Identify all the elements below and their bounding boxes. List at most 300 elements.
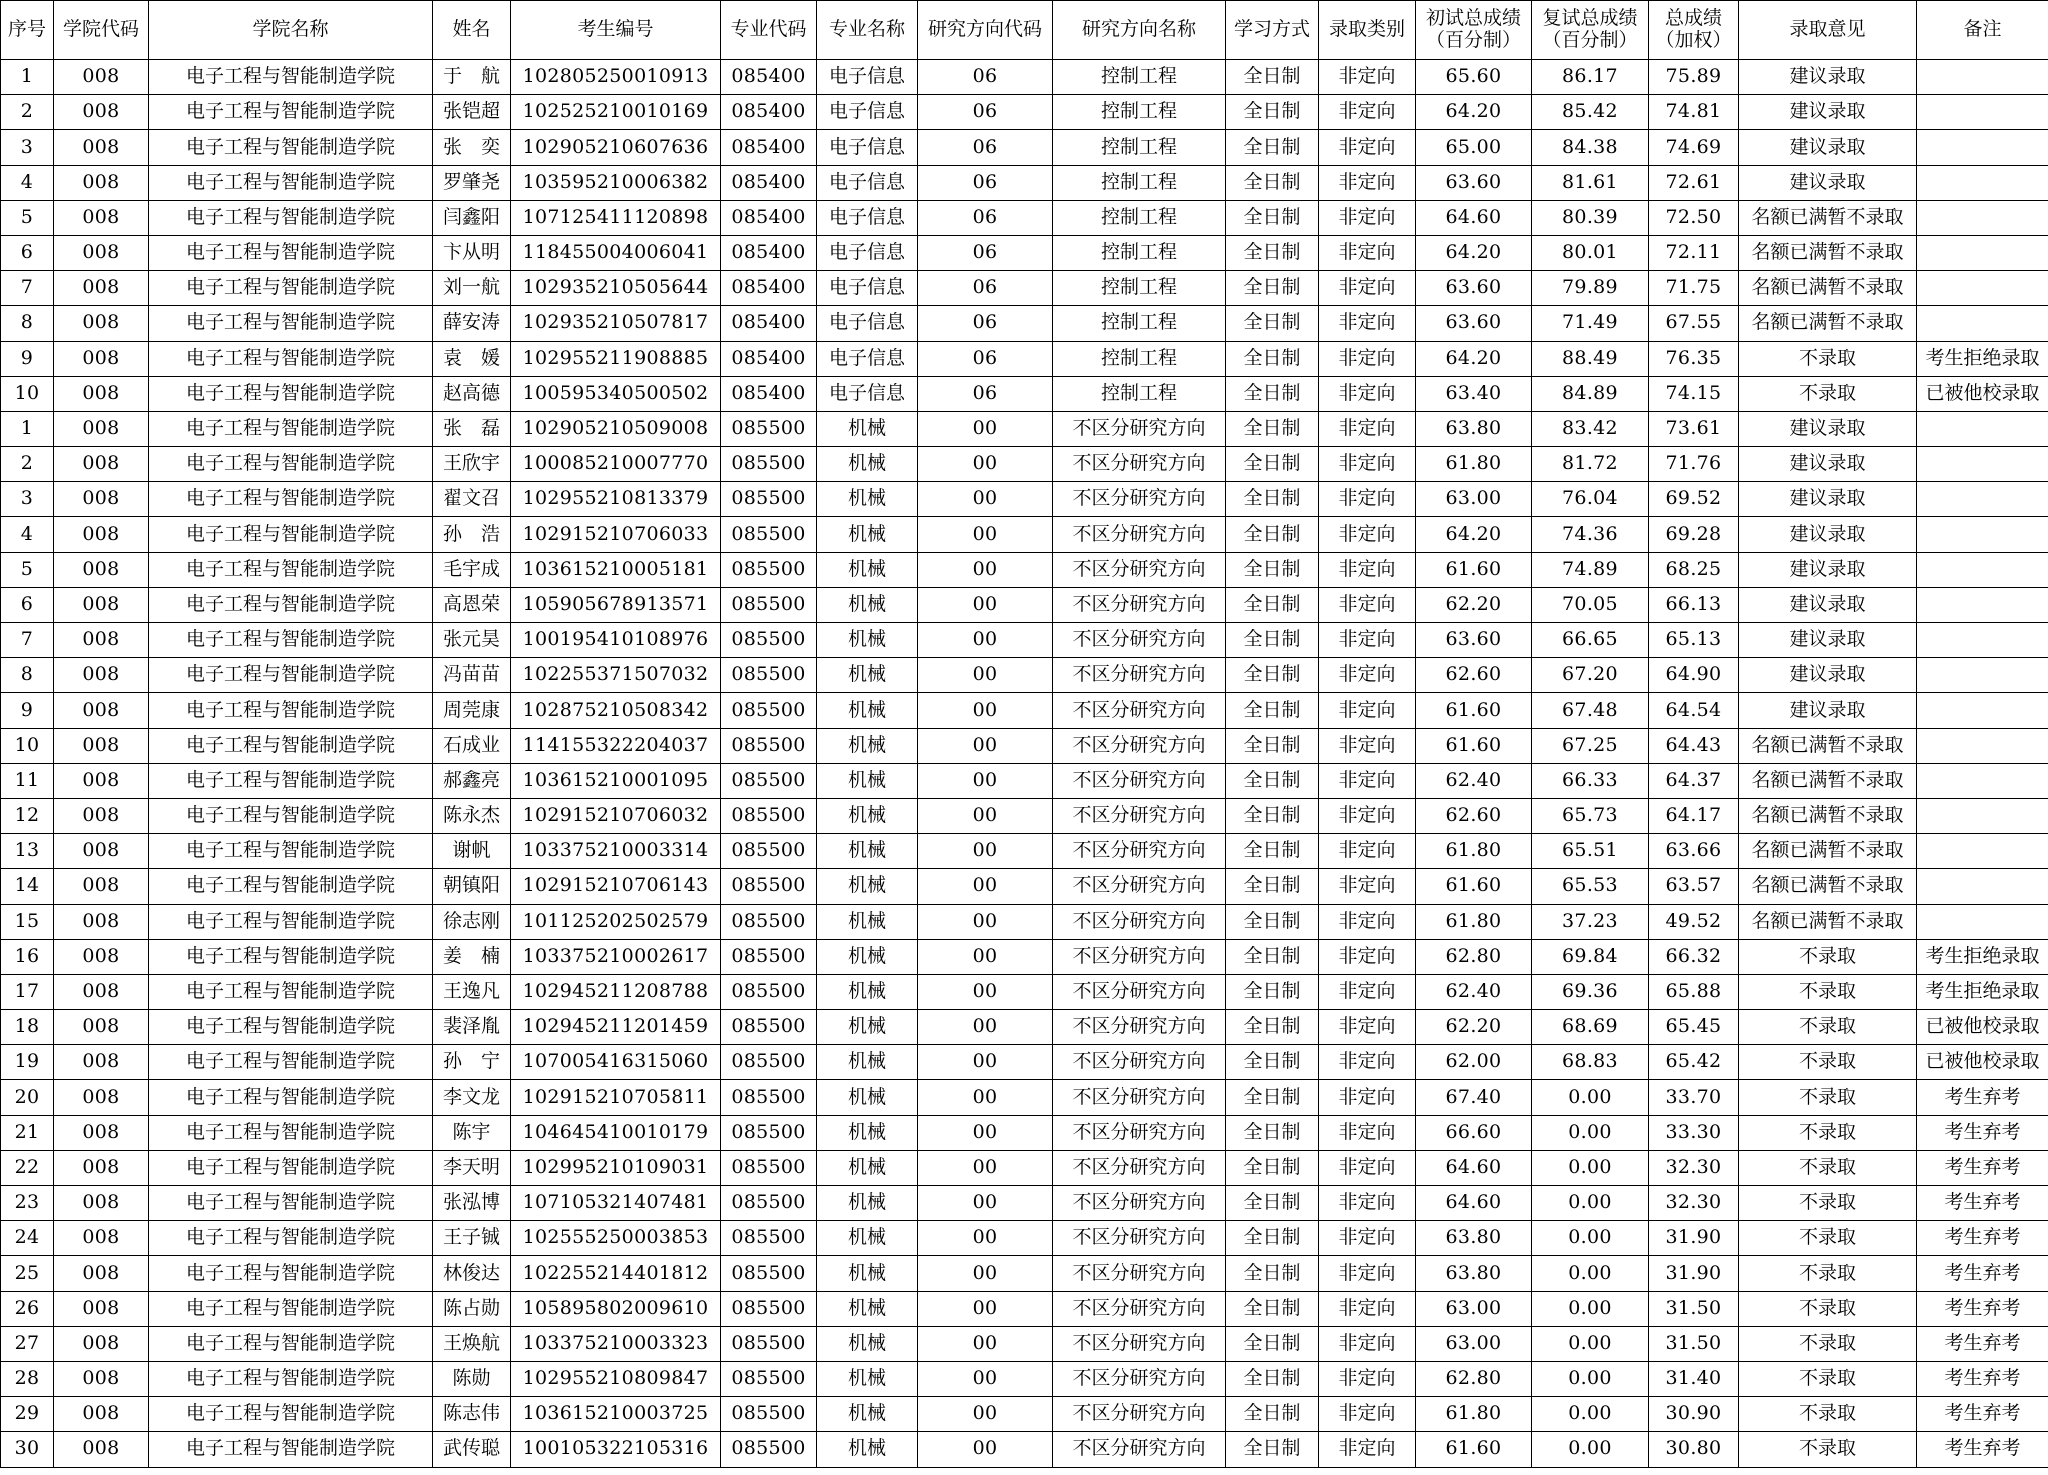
row-index-cell: 9 — [1, 341, 54, 376]
remarks-cell: 已被他校录取 — [1917, 1010, 2048, 1045]
remarks-cell — [1917, 904, 2048, 939]
major-name-cell: 机械 — [817, 552, 918, 587]
admission-type-cell: 非定向 — [1319, 1221, 1416, 1256]
college-code-cell: 008 — [54, 623, 149, 658]
remarks-cell: 考生弃考 — [1917, 1221, 2048, 1256]
candidate-id-cell: 102905210509008 — [511, 411, 721, 446]
name-cell: 李天明 — [433, 1150, 511, 1185]
college-name-cell: 电子工程与智能制造学院 — [149, 447, 433, 482]
table-row — [1, 1397, 2048, 1432]
candidate-id-cell: 101125202502579 — [511, 904, 721, 939]
row-index-cell: 12 — [1, 798, 54, 833]
direction-code-cell: 00 — [918, 798, 1053, 833]
total-score-cell: 32.30 — [1649, 1150, 1739, 1185]
retest-score-cell: 76.04 — [1532, 482, 1649, 517]
study-mode-cell: 全日制 — [1226, 130, 1319, 165]
admission-type-cell: 非定向 — [1319, 517, 1416, 552]
college-name-cell: 电子工程与智能制造学院 — [149, 1010, 433, 1045]
admission-opinion-cell: 名额已满暂不录取 — [1739, 306, 1917, 341]
retest-score-cell: 81.61 — [1532, 165, 1649, 200]
major-code-cell: 085500 — [721, 1326, 817, 1361]
candidate-id-cell: 102805250010913 — [511, 60, 721, 95]
candidate-id-cell: 102255214401812 — [511, 1256, 721, 1291]
major-code-cell: 085500 — [721, 1010, 817, 1045]
college-code-cell: 008 — [54, 1186, 149, 1221]
remarks-cell: 考生拒绝录取 — [1917, 341, 2048, 376]
retest-score-cell: 0.00 — [1532, 1150, 1649, 1185]
prelim-score-cell: 66.60 — [1416, 1115, 1532, 1150]
row-index-cell: 2 — [1, 95, 54, 130]
direction-name-cell: 不区分研究方向 — [1053, 904, 1226, 939]
column-header-remarks: 备注 — [1917, 1, 2048, 60]
college-code-cell: 008 — [54, 587, 149, 622]
admission-opinion-cell: 建议录取 — [1739, 165, 1917, 200]
retest-score-cell: 83.42 — [1532, 411, 1649, 446]
admission-opinion-cell: 建议录取 — [1739, 587, 1917, 622]
name-cell: 王焕航 — [433, 1326, 511, 1361]
admission-type-cell: 非定向 — [1319, 974, 1416, 1009]
college-name-cell: 电子工程与智能制造学院 — [149, 1045, 433, 1080]
candidate-id-cell: 102935210507817 — [511, 306, 721, 341]
remarks-cell: 考生弃考 — [1917, 1361, 2048, 1396]
retest-score-cell: 86.17 — [1532, 60, 1649, 95]
direction-code-cell: 00 — [918, 623, 1053, 658]
name-cell: 陈永杰 — [433, 798, 511, 833]
column-header-prelim-score: 初试总成绩 （百分制） — [1416, 1, 1532, 60]
retest-score-cell: 80.01 — [1532, 235, 1649, 270]
candidate-id-cell: 103375210003323 — [511, 1326, 721, 1361]
retest-score-cell: 0.00 — [1532, 1186, 1649, 1221]
total-score-cell: 64.43 — [1649, 728, 1739, 763]
study-mode-cell: 全日制 — [1226, 869, 1319, 904]
direction-name-cell: 不区分研究方向 — [1053, 974, 1226, 1009]
remarks-cell — [1917, 834, 2048, 869]
admission-type-cell: 非定向 — [1319, 235, 1416, 270]
name-cell: 翟文召 — [433, 482, 511, 517]
total-score-cell: 63.57 — [1649, 869, 1739, 904]
candidate-id-cell: 102915210706032 — [511, 798, 721, 833]
college-name-cell: 电子工程与智能制造学院 — [149, 974, 433, 1009]
row-index-cell: 30 — [1, 1432, 54, 1467]
major-code-cell: 085500 — [721, 974, 817, 1009]
major-code-cell: 085500 — [721, 693, 817, 728]
retest-score-cell: 0.00 — [1532, 1291, 1649, 1326]
remarks-cell: 已被他校录取 — [1917, 376, 2048, 411]
table-row — [1, 658, 2048, 693]
major-name-cell: 机械 — [817, 1080, 918, 1115]
admission-type-cell: 非定向 — [1319, 376, 1416, 411]
total-score-cell: 31.40 — [1649, 1361, 1739, 1396]
direction-code-cell: 00 — [918, 552, 1053, 587]
college-name-cell: 电子工程与智能制造学院 — [149, 1186, 433, 1221]
direction-name-cell: 不区分研究方向 — [1053, 693, 1226, 728]
retest-score-cell: 67.48 — [1532, 693, 1649, 728]
table-row — [1, 130, 2048, 165]
retest-score-cell: 0.00 — [1532, 1115, 1649, 1150]
total-score-cell: 74.81 — [1649, 95, 1739, 130]
major-name-cell: 机械 — [817, 798, 918, 833]
major-name-cell: 机械 — [817, 974, 918, 1009]
retest-score-cell: 68.69 — [1532, 1010, 1649, 1045]
prelim-score-cell: 65.00 — [1416, 130, 1532, 165]
name-cell: 冯苗苗 — [433, 658, 511, 693]
prelim-score-cell: 62.00 — [1416, 1045, 1532, 1080]
retest-score-cell: 84.38 — [1532, 130, 1649, 165]
remarks-cell: 考生弃考 — [1917, 1432, 2048, 1467]
major-code-cell: 085500 — [721, 1432, 817, 1467]
name-cell: 武传聪 — [433, 1432, 511, 1467]
row-index-cell: 29 — [1, 1397, 54, 1432]
admission-opinion-cell: 不录取 — [1739, 1291, 1917, 1326]
row-index-cell: 5 — [1, 552, 54, 587]
college-code-cell: 008 — [54, 1397, 149, 1432]
table-row — [1, 763, 2048, 798]
admission-type-cell: 非定向 — [1319, 1150, 1416, 1185]
remarks-cell — [1917, 693, 2048, 728]
candidate-id-cell: 102255371507032 — [511, 658, 721, 693]
table-row — [1, 1115, 2048, 1150]
college-name-cell: 电子工程与智能制造学院 — [149, 798, 433, 833]
college-name-cell: 电子工程与智能制造学院 — [149, 130, 433, 165]
total-score-cell: 76.35 — [1649, 341, 1739, 376]
admission-type-cell: 非定向 — [1319, 1186, 1416, 1221]
remarks-cell: 考生拒绝录取 — [1917, 974, 2048, 1009]
major-name-cell: 机械 — [817, 658, 918, 693]
college-name-cell: 电子工程与智能制造学院 — [149, 517, 433, 552]
college-name-cell: 电子工程与智能制造学院 — [149, 834, 433, 869]
direction-code-cell: 00 — [918, 728, 1053, 763]
college-code-cell: 008 — [54, 235, 149, 270]
name-cell: 卞从明 — [433, 235, 511, 270]
study-mode-cell: 全日制 — [1226, 1150, 1319, 1185]
major-name-cell: 机械 — [817, 763, 918, 798]
college-code-cell: 008 — [54, 482, 149, 517]
total-score-cell: 73.61 — [1649, 411, 1739, 446]
admission-type-cell: 非定向 — [1319, 1291, 1416, 1326]
major-code-cell: 085400 — [721, 95, 817, 130]
major-name-cell: 机械 — [817, 1010, 918, 1045]
college-name-cell: 电子工程与智能制造学院 — [149, 1221, 433, 1256]
direction-name-cell: 控制工程 — [1053, 95, 1226, 130]
prelim-score-cell: 61.60 — [1416, 1432, 1532, 1467]
admission-opinion-cell: 建议录取 — [1739, 623, 1917, 658]
major-name-cell: 机械 — [817, 693, 918, 728]
table-row — [1, 341, 2048, 376]
direction-code-cell: 00 — [918, 834, 1053, 869]
direction-code-cell: 00 — [918, 658, 1053, 693]
college-code-cell: 008 — [54, 200, 149, 235]
study-mode-cell: 全日制 — [1226, 165, 1319, 200]
remarks-cell — [1917, 447, 2048, 482]
direction-name-cell: 不区分研究方向 — [1053, 1045, 1226, 1080]
table-row — [1, 200, 2048, 235]
study-mode-cell: 全日制 — [1226, 798, 1319, 833]
total-score-cell: 69.52 — [1649, 482, 1739, 517]
row-index-cell: 7 — [1, 271, 54, 306]
remarks-cell: 考生弃考 — [1917, 1326, 2048, 1361]
major-code-cell: 085500 — [721, 1397, 817, 1432]
major-name-cell: 机械 — [817, 623, 918, 658]
row-index-cell: 10 — [1, 376, 54, 411]
total-score-cell: 64.54 — [1649, 693, 1739, 728]
candidate-id-cell: 102955210813379 — [511, 482, 721, 517]
table-row — [1, 587, 2048, 622]
direction-code-cell: 00 — [918, 1432, 1053, 1467]
candidate-id-cell: 105895802009610 — [511, 1291, 721, 1326]
candidate-id-cell: 102995210109031 — [511, 1150, 721, 1185]
admission-opinion-cell: 不录取 — [1739, 1150, 1917, 1185]
college-name-cell: 电子工程与智能制造学院 — [149, 376, 433, 411]
direction-code-cell: 00 — [918, 1115, 1053, 1150]
candidate-id-cell: 102955211908885 — [511, 341, 721, 376]
total-score-cell: 72.61 — [1649, 165, 1739, 200]
row-index-cell: 1 — [1, 411, 54, 446]
name-cell: 郝鑫亮 — [433, 763, 511, 798]
name-cell: 薛安涛 — [433, 306, 511, 341]
major-name-cell: 机械 — [817, 1256, 918, 1291]
college-name-cell: 电子工程与智能制造学院 — [149, 341, 433, 376]
college-code-cell: 008 — [54, 165, 149, 200]
remarks-cell — [1917, 658, 2048, 693]
candidate-id-cell: 102915210706143 — [511, 869, 721, 904]
admission-opinion-cell: 建议录取 — [1739, 95, 1917, 130]
retest-score-cell: 0.00 — [1532, 1361, 1649, 1396]
candidate-id-cell: 114155322204037 — [511, 728, 721, 763]
prelim-score-cell: 61.80 — [1416, 904, 1532, 939]
direction-name-cell: 不区分研究方向 — [1053, 869, 1226, 904]
college-name-cell: 电子工程与智能制造学院 — [149, 1397, 433, 1432]
table-row — [1, 271, 2048, 306]
admission-opinion-cell: 名额已满暂不录取 — [1739, 271, 1917, 306]
table-row — [1, 411, 2048, 446]
remarks-cell — [1917, 411, 2048, 446]
college-code-cell: 008 — [54, 1150, 149, 1185]
major-code-cell: 085500 — [721, 482, 817, 517]
candidate-id-cell: 100085210007770 — [511, 447, 721, 482]
major-code-cell: 085500 — [721, 869, 817, 904]
candidate-id-cell: 118455004006041 — [511, 235, 721, 270]
candidate-id-cell: 107125411120898 — [511, 200, 721, 235]
study-mode-cell: 全日制 — [1226, 1397, 1319, 1432]
admission-type-cell: 非定向 — [1319, 1432, 1416, 1467]
direction-code-cell: 00 — [918, 693, 1053, 728]
study-mode-cell: 全日制 — [1226, 1045, 1319, 1080]
table-row — [1, 95, 2048, 130]
candidate-id-cell: 102905210607636 — [511, 130, 721, 165]
prelim-score-cell: 62.80 — [1416, 1361, 1532, 1396]
college-name-cell: 电子工程与智能制造学院 — [149, 482, 433, 517]
retest-score-cell: 79.89 — [1532, 271, 1649, 306]
major-code-cell: 085400 — [721, 165, 817, 200]
study-mode-cell: 全日制 — [1226, 1256, 1319, 1291]
college-code-cell: 008 — [54, 1115, 149, 1150]
row-index-cell: 9 — [1, 693, 54, 728]
direction-code-cell: 00 — [918, 763, 1053, 798]
candidate-id-cell: 100195410108976 — [511, 623, 721, 658]
major-name-cell: 机械 — [817, 1432, 918, 1467]
college-code-cell: 008 — [54, 306, 149, 341]
study-mode-cell: 全日制 — [1226, 271, 1319, 306]
college-name-cell: 电子工程与智能制造学院 — [149, 939, 433, 974]
major-name-cell: 机械 — [817, 1045, 918, 1080]
admission-opinion-cell: 名额已满暂不录取 — [1739, 200, 1917, 235]
study-mode-cell: 全日制 — [1226, 376, 1319, 411]
remarks-cell: 考生弃考 — [1917, 1291, 2048, 1326]
admission-opinion-cell: 不录取 — [1739, 1221, 1917, 1256]
prelim-score-cell: 62.60 — [1416, 798, 1532, 833]
total-score-cell: 65.45 — [1649, 1010, 1739, 1045]
row-index-cell: 4 — [1, 165, 54, 200]
major-name-cell: 机械 — [817, 447, 918, 482]
table-row — [1, 1221, 2048, 1256]
prelim-score-cell: 64.20 — [1416, 95, 1532, 130]
major-code-cell: 085500 — [721, 552, 817, 587]
college-name-cell: 电子工程与智能制造学院 — [149, 306, 433, 341]
table-row — [1, 798, 2048, 833]
name-cell: 孙 浩 — [433, 517, 511, 552]
name-cell: 陈宇 — [433, 1115, 511, 1150]
total-score-cell: 32.30 — [1649, 1186, 1739, 1221]
direction-code-cell: 00 — [918, 1150, 1053, 1185]
college-code-cell: 008 — [54, 1045, 149, 1080]
college-name-cell: 电子工程与智能制造学院 — [149, 235, 433, 270]
direction-name-cell: 控制工程 — [1053, 200, 1226, 235]
name-cell: 周莞康 — [433, 693, 511, 728]
admission-type-cell: 非定向 — [1319, 411, 1416, 446]
prelim-score-cell: 63.60 — [1416, 623, 1532, 658]
retest-score-cell: 0.00 — [1532, 1256, 1649, 1291]
admission-type-cell: 非定向 — [1319, 306, 1416, 341]
admission-type-cell: 非定向 — [1319, 693, 1416, 728]
admission-opinion-cell: 不录取 — [1739, 1361, 1917, 1396]
total-score-cell: 64.90 — [1649, 658, 1739, 693]
direction-code-cell: 00 — [918, 1326, 1053, 1361]
retest-score-cell: 65.51 — [1532, 834, 1649, 869]
college-name-cell: 电子工程与智能制造学院 — [149, 411, 433, 446]
admission-opinion-cell: 建议录取 — [1739, 693, 1917, 728]
major-name-cell: 机械 — [817, 1397, 918, 1432]
college-name-cell: 电子工程与智能制造学院 — [149, 1256, 433, 1291]
prelim-score-cell: 63.80 — [1416, 411, 1532, 446]
direction-name-cell: 不区分研究方向 — [1053, 1397, 1226, 1432]
direction-name-cell: 不区分研究方向 — [1053, 1256, 1226, 1291]
row-index-cell: 19 — [1, 1045, 54, 1080]
retest-score-cell: 65.73 — [1532, 798, 1649, 833]
prelim-score-cell: 62.40 — [1416, 763, 1532, 798]
direction-code-cell: 06 — [918, 271, 1053, 306]
study-mode-cell: 全日制 — [1226, 1326, 1319, 1361]
total-score-cell: 30.90 — [1649, 1397, 1739, 1432]
retest-score-cell: 74.36 — [1532, 517, 1649, 552]
admission-opinion-cell: 不录取 — [1739, 1256, 1917, 1291]
table-body — [1, 60, 2048, 1468]
table-row — [1, 1326, 2048, 1361]
direction-name-cell: 控制工程 — [1053, 341, 1226, 376]
admission-type-cell: 非定向 — [1319, 623, 1416, 658]
name-cell: 林俊达 — [433, 1256, 511, 1291]
admission-opinion-cell: 不录取 — [1739, 1010, 1917, 1045]
major-name-cell: 机械 — [817, 834, 918, 869]
total-score-cell: 65.42 — [1649, 1045, 1739, 1080]
table-row — [1, 1080, 2048, 1115]
table-header — [1, 1, 2048, 60]
admission-opinion-cell: 名额已满暂不录取 — [1739, 834, 1917, 869]
name-cell: 张泓博 — [433, 1186, 511, 1221]
row-index-cell: 13 — [1, 834, 54, 869]
row-index-cell: 21 — [1, 1115, 54, 1150]
name-cell: 陈占勋 — [433, 1291, 511, 1326]
total-score-cell: 67.55 — [1649, 306, 1739, 341]
major-name-cell: 机械 — [817, 1221, 918, 1256]
prelim-score-cell: 63.80 — [1416, 1256, 1532, 1291]
retest-score-cell: 84.89 — [1532, 376, 1649, 411]
direction-code-cell: 00 — [918, 1045, 1053, 1080]
major-code-cell: 085500 — [721, 658, 817, 693]
table-row — [1, 623, 2048, 658]
major-code-cell: 085400 — [721, 200, 817, 235]
direction-code-cell: 00 — [918, 1010, 1053, 1045]
admission-type-cell: 非定向 — [1319, 834, 1416, 869]
direction-code-cell: 00 — [918, 1397, 1053, 1432]
college-code-cell: 008 — [54, 376, 149, 411]
direction-name-cell: 不区分研究方向 — [1053, 1080, 1226, 1115]
college-code-cell: 008 — [54, 869, 149, 904]
study-mode-cell: 全日制 — [1226, 411, 1319, 446]
major-code-cell: 085400 — [721, 271, 817, 306]
name-cell: 于 航 — [433, 60, 511, 95]
prelim-score-cell: 63.60 — [1416, 165, 1532, 200]
row-index-cell: 14 — [1, 869, 54, 904]
college-name-cell: 电子工程与智能制造学院 — [149, 728, 433, 763]
college-code-cell: 008 — [54, 271, 149, 306]
name-cell: 闫鑫阳 — [433, 200, 511, 235]
candidate-id-cell: 102935210505644 — [511, 271, 721, 306]
admission-type-cell: 非定向 — [1319, 95, 1416, 130]
direction-name-cell: 不区分研究方向 — [1053, 1432, 1226, 1467]
remarks-cell — [1917, 130, 2048, 165]
college-name-cell: 电子工程与智能制造学院 — [149, 1150, 433, 1185]
row-index-cell: 25 — [1, 1256, 54, 1291]
admission-opinion-cell: 建议录取 — [1739, 411, 1917, 446]
admission-type-cell: 非定向 — [1319, 1115, 1416, 1150]
study-mode-cell: 全日制 — [1226, 95, 1319, 130]
remarks-cell — [1917, 60, 2048, 95]
direction-name-cell: 不区分研究方向 — [1053, 1361, 1226, 1396]
study-mode-cell: 全日制 — [1226, 552, 1319, 587]
direction-code-cell: 00 — [918, 587, 1053, 622]
major-name-cell: 机械 — [817, 869, 918, 904]
direction-name-cell: 不区分研究方向 — [1053, 1291, 1226, 1326]
column-header-direction-code: 研究方向代码 — [918, 1, 1053, 60]
remarks-cell: 考生弃考 — [1917, 1256, 2048, 1291]
college-code-cell: 008 — [54, 1291, 149, 1326]
major-code-cell: 085500 — [721, 1221, 817, 1256]
direction-name-cell: 不区分研究方向 — [1053, 798, 1226, 833]
admission-type-cell: 非定向 — [1319, 904, 1416, 939]
college-name-cell: 电子工程与智能制造学院 — [149, 1080, 433, 1115]
prelim-score-cell: 64.20 — [1416, 235, 1532, 270]
prelim-score-cell: 64.60 — [1416, 1186, 1532, 1221]
name-cell: 裴泽胤 — [433, 1010, 511, 1045]
major-code-cell: 085500 — [721, 763, 817, 798]
college-code-cell: 008 — [54, 974, 149, 1009]
table-row — [1, 1361, 2048, 1396]
direction-code-cell: 00 — [918, 869, 1053, 904]
direction-code-cell: 06 — [918, 130, 1053, 165]
table-row — [1, 728, 2048, 763]
retest-score-cell: 68.83 — [1532, 1045, 1649, 1080]
name-cell: 毛宇成 — [433, 552, 511, 587]
